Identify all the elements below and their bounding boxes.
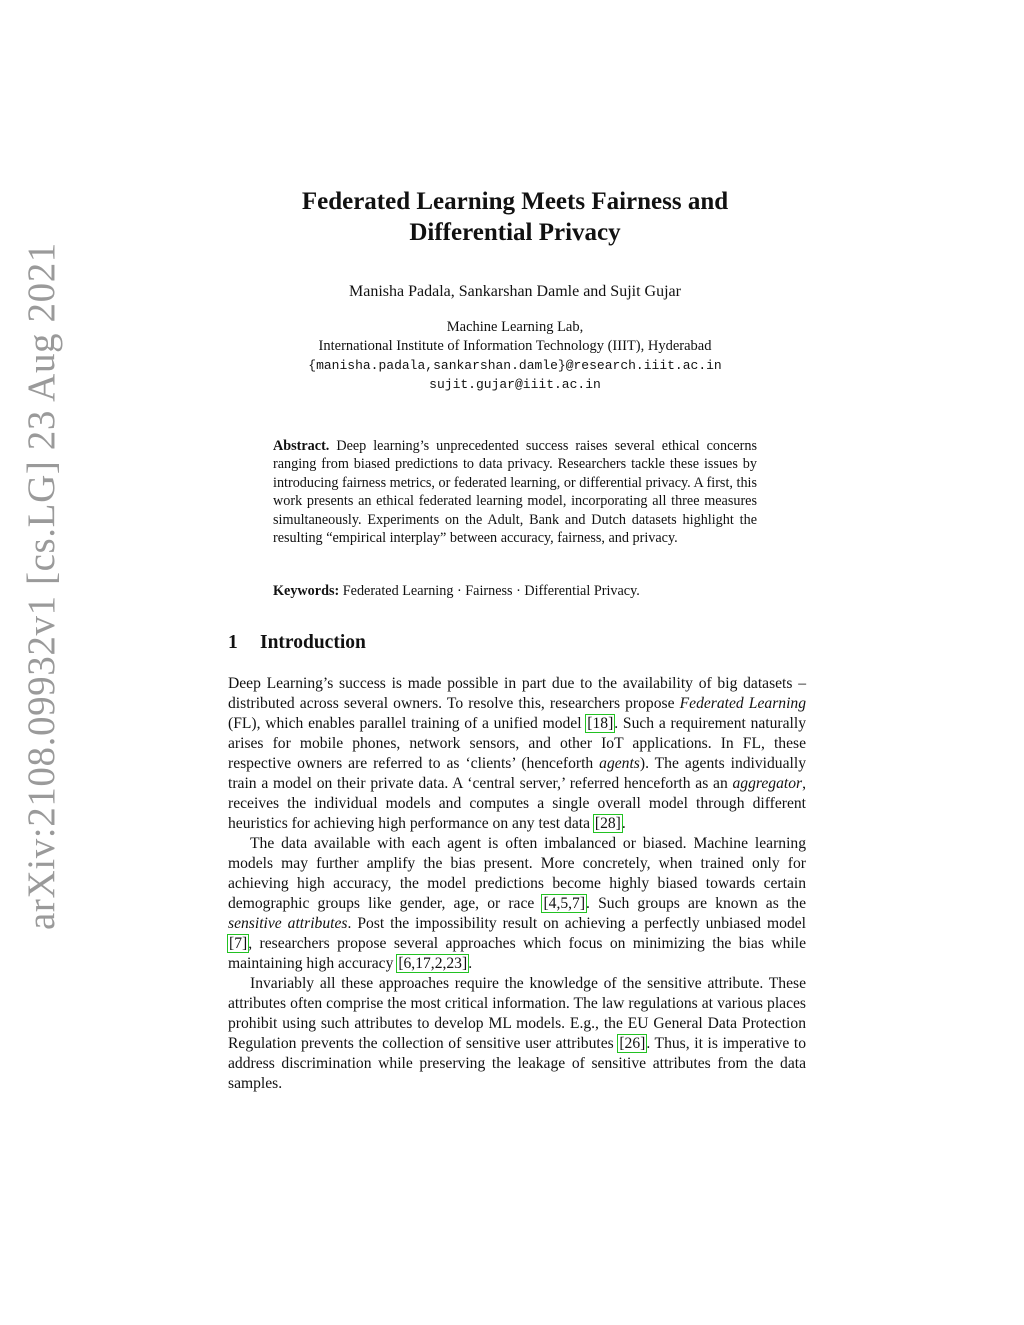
citation-link[interactable]: [6,17,2,23] xyxy=(398,955,468,972)
citation-link[interactable]: [26] xyxy=(619,1035,646,1052)
term-federated-learning: Federated Learning xyxy=(679,695,806,712)
text: The data available with each agent is often imbalanced or biased. Machine learning models may further amplify the bias present. More concretely, when trained only for achieving high accuracy, the model predictions become highly biased towards certain demographic groups like gender, age, or race xyxy=(228,835,806,912)
text: , receives the individual models and computes a single overall model through different heuristics for achieving high performance on any test data xyxy=(228,775,806,832)
text: ). The agents individually train a model on their private data. A ‘central server,’ referred henceforth as an xyxy=(228,755,806,792)
keywords-label: Keywords: xyxy=(273,583,340,599)
citation-link[interactable]: [7] xyxy=(229,935,248,952)
term-aggregator: aggregator xyxy=(732,775,803,792)
affiliation-institute: International Institute of Information Technology (IIIT), Hyderabad xyxy=(318,338,712,354)
citation-link[interactable]: [4,5,7] xyxy=(543,895,586,912)
email-2: sujit.gujar@iiit.ac.in xyxy=(429,377,601,392)
term-sensitive-attributes: sensitive attributes xyxy=(228,915,348,932)
authors: Manisha Padala, Sankarshan Damle and Sujit Gujar xyxy=(349,283,681,300)
text: (FL), which enables parallel training of a unified model xyxy=(228,715,587,732)
affiliation xyxy=(210,318,820,394)
paragraph-2 xyxy=(228,834,806,974)
paragraph-3 xyxy=(228,974,806,1094)
keywords-text: Federated Learning · Fairness · Differential Privacy. xyxy=(342,583,640,599)
text: Deep Learning’s success is made possible in part due to the availability of big datasets – distributed across several owners. To resolve this, researchers propose xyxy=(228,675,806,712)
text: . xyxy=(621,815,626,832)
text: , researchers propose several approaches which focus on minimizing the bias while maintaining high accuracy xyxy=(228,935,806,972)
title-line-1: Federated Learning Meets Fairness and xyxy=(301,188,729,215)
term-agents: agents xyxy=(599,755,640,772)
text: . Such groups are known as the xyxy=(586,895,806,912)
section-number: 1 xyxy=(228,632,238,653)
paragraph-1 xyxy=(228,674,806,834)
text: . Thus, it is imperative to address discrimination while preserving the leakage of sensitive attributes from the data samples. xyxy=(228,1035,806,1092)
text: . Post the impossibility result on achieving a perfectly unbiased model xyxy=(347,915,807,932)
arxiv-stamp: arXiv:2108.09932v1 [cs.LG] 23 Aug 2021 xyxy=(20,242,63,930)
introduction-body xyxy=(228,674,806,1094)
citation-link[interactable]: [18] xyxy=(587,715,614,732)
citation-link[interactable]: [28] xyxy=(594,815,621,832)
section-heading xyxy=(228,632,366,654)
text: . xyxy=(468,955,473,972)
abstract-text: Deep learning’s unprecedented success raises several ethical concerns ranging from biased predictions to data privacy. Researchers tackle these issues by introducing fairness metrics, or federated learning, or differential privacy. A first, this work presents an ethical federated learning model, incorporating all three measures simultaneously. Experiments on the Adult, Bank and Dutch datasets highlight the resulting “empirical interplay” between accuracy, fairness, and privacy. xyxy=(273,438,757,547)
abstract-label: Abstract. xyxy=(273,438,330,454)
title-line-2: Differential Privacy xyxy=(409,219,621,246)
email-1: {manisha.padala,sankarshan.damle}@research.iiit.ac.in xyxy=(308,358,722,373)
keywords xyxy=(273,583,757,600)
abstract xyxy=(273,437,757,547)
paper-title xyxy=(210,186,820,248)
text: Invariably all these approaches require the knowledge of the sensitive attribute. These attributes often comprise the most critical information. The law regulations at various places prohibit using such attributes to develop ML models. E.g., the EU General Data Protection Regulation prevents the collection of sensitive user attributes xyxy=(228,975,806,1052)
section-title: Introduction xyxy=(260,632,366,653)
affiliation-lab: Machine Learning Lab, xyxy=(446,319,584,335)
text: . Such a requirement naturally arises for mobile phones, network sensors, and other IoT applications. In FL, these respective owners are referred to as ‘clients’ (henceforth xyxy=(228,715,806,772)
